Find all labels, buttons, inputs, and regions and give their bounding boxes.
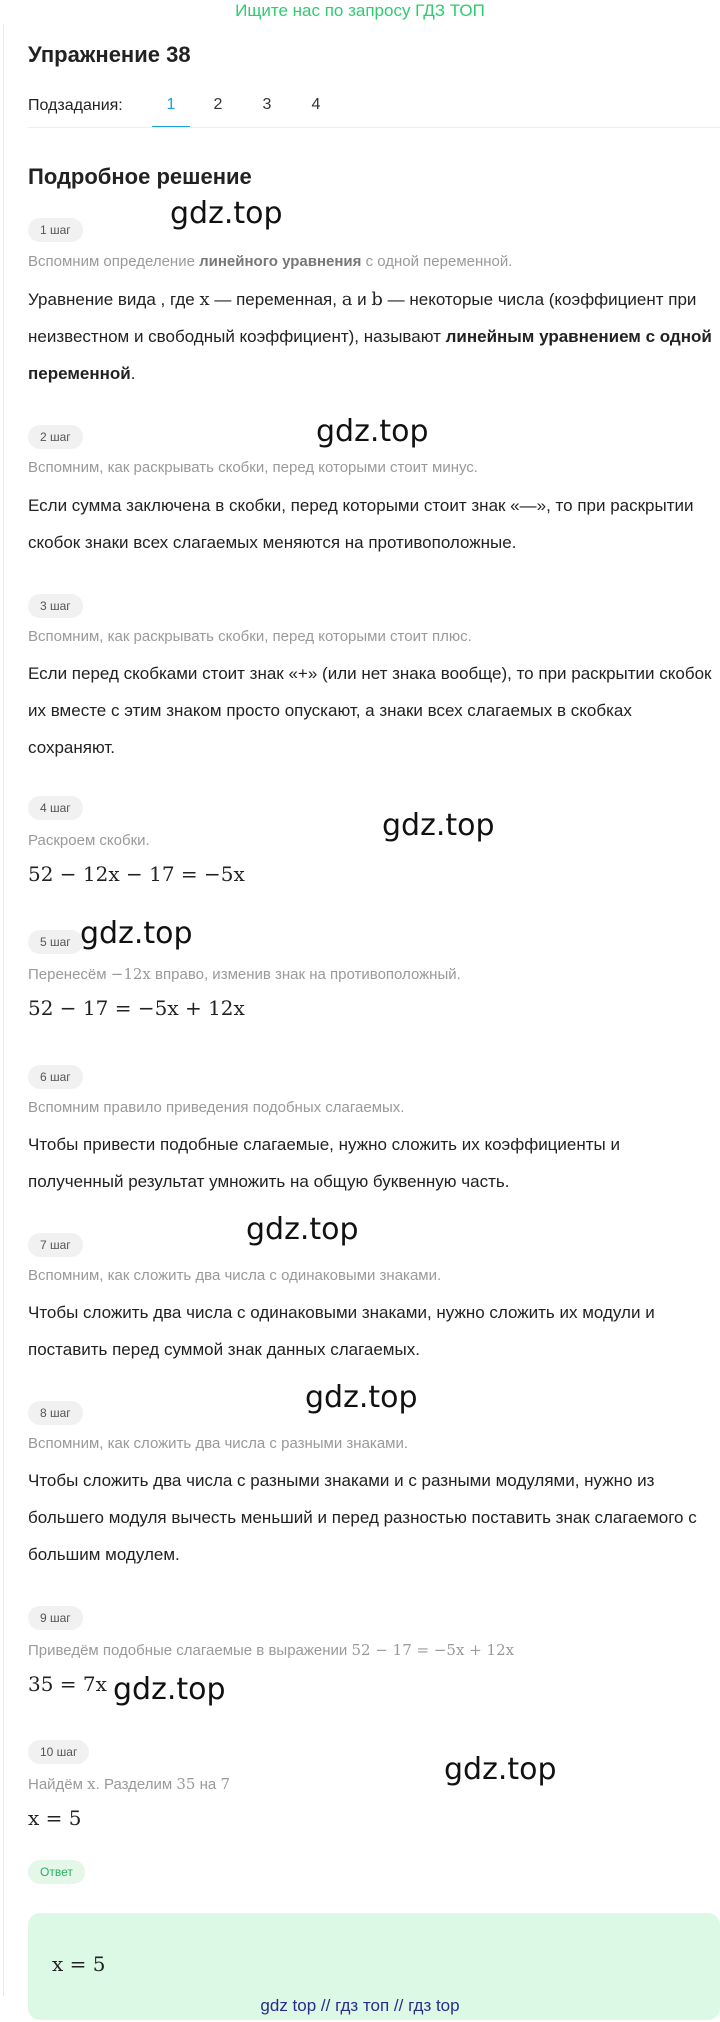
- step-2-badge: 2 шаг: [28, 425, 83, 449]
- answer-formula: x = 5: [52, 1952, 106, 1976]
- step-7-hint: Вспомним, как сложить два числа с одинаковыми знаками.: [28, 1267, 442, 1284]
- step-6-text: Чтобы привести подобные слагаемые, нужно сложить их коэффициенты и полученный результат умножить на общую буквенную часть.: [28, 1135, 620, 1191]
- divider: [28, 127, 720, 128]
- step-4-badge: 4 шаг: [28, 796, 83, 820]
- watermark: gdz.top: [444, 1752, 557, 1787]
- step-6-hint: Вспомним правило приведения подобных слагаемых.: [28, 1099, 405, 1116]
- step-1-badge: 1 шаг: [28, 218, 83, 242]
- step-8-text: Чтобы сложить два числа с разными знаками и с разными модулями, нужно из большего модуля вычесть меньший и перед разностью поставить знак слагаемого с большим модулем.: [28, 1471, 697, 1564]
- step-9-formula: 35 = 7x: [28, 1672, 107, 1696]
- step-10-formula: x = 5: [28, 1806, 82, 1830]
- step-1-text: Уравнение вида , где x — переменная, a и b — некоторые числа (коэффициент при неизвестном и свободный коэффициент), называют линейным уравнением с одной переменной.: [28, 289, 712, 383]
- step-4-formula: 52 − 12x − 17 = −5x: [28, 862, 245, 886]
- step-5-hint: Перенесём −12x вправо, изменив знак на противоположный.: [28, 965, 461, 983]
- step-3-badge: 3 шаг: [28, 594, 83, 618]
- subtask-tab-4[interactable]: 4: [311, 96, 321, 113]
- step-8-hint: Вспомним, как сложить два числа с разными знаками.: [28, 1435, 409, 1452]
- left-border: [3, 24, 4, 1996]
- page-title: Упражнение 38: [28, 42, 191, 67]
- footer-links[interactable]: gdz top // гдз топ // гдз top: [260, 1996, 460, 2015]
- step-7-text: Чтобы сложить два числа с одинаковыми знаками, нужно сложить их модули и поставить перед суммой знак данных слагаемых.: [28, 1303, 655, 1359]
- watermark: gdz.top: [382, 808, 495, 843]
- subtasks-label: Подзадания:: [28, 97, 123, 114]
- watermark: gdz.top: [170, 196, 283, 231]
- step-2-text: Если сумма заключена в скобки, перед которыми стоит знак «—», то при раскрытии скобок знаки всех слагаемых меняются на противоположные.: [28, 496, 694, 552]
- step-7-badge: 7 шаг: [28, 1233, 83, 1257]
- step-5-formula: 52 − 17 = −5x + 12x: [28, 996, 245, 1020]
- step-5-badge: 5 шаг: [28, 930, 83, 954]
- watermark: gdz.top: [113, 1672, 226, 1707]
- answer-badge: Ответ: [28, 1860, 85, 1884]
- step-10-hint: Найдём x. Разделим 35 на 7: [28, 1775, 230, 1793]
- step-2-hint: Вспомним, как раскрывать скобки, перед которыми стоит минус.: [28, 459, 478, 476]
- watermark: gdz.top: [80, 916, 193, 951]
- subtask-tab-3[interactable]: 3: [262, 96, 272, 113]
- step-10-badge: 10 шаг: [28, 1740, 89, 1764]
- step-8-badge: 8 шаг: [28, 1401, 83, 1425]
- step-9-hint: Приведём подобные слагаемые в выражении 52 − 17 = −5x + 12x: [28, 1641, 515, 1659]
- section-title: Подробное решение: [28, 164, 252, 189]
- step-1-hint: Вспомним определение линейного уравнения с одной переменной.: [28, 253, 513, 270]
- subtask-tab-2[interactable]: 2: [213, 96, 223, 113]
- subtask-tab-1[interactable]: 1: [166, 96, 176, 113]
- watermark: gdz.top: [316, 414, 429, 449]
- step-6-badge: 6 шаг: [28, 1065, 83, 1089]
- watermark: gdz.top: [305, 1380, 418, 1415]
- promo-banner: Ищите нас по запросу ГДЗ ТОП: [235, 1, 485, 20]
- watermark: gdz.top: [246, 1212, 359, 1247]
- step-4-hint: Раскроем скобки.: [28, 832, 150, 849]
- step-9-badge: 9 шаг: [28, 1606, 83, 1630]
- step-3-hint: Вспомним, как раскрывать скобки, перед которыми стоит плюс.: [28, 628, 472, 645]
- step-3-text: Если перед скобками стоит знак «+» (или нет знака вообще), то при раскрытии скобок их вместе с этим знаком просто опускают, а знаки всех слагаемых в скобках сохраняют.: [28, 664, 712, 757]
